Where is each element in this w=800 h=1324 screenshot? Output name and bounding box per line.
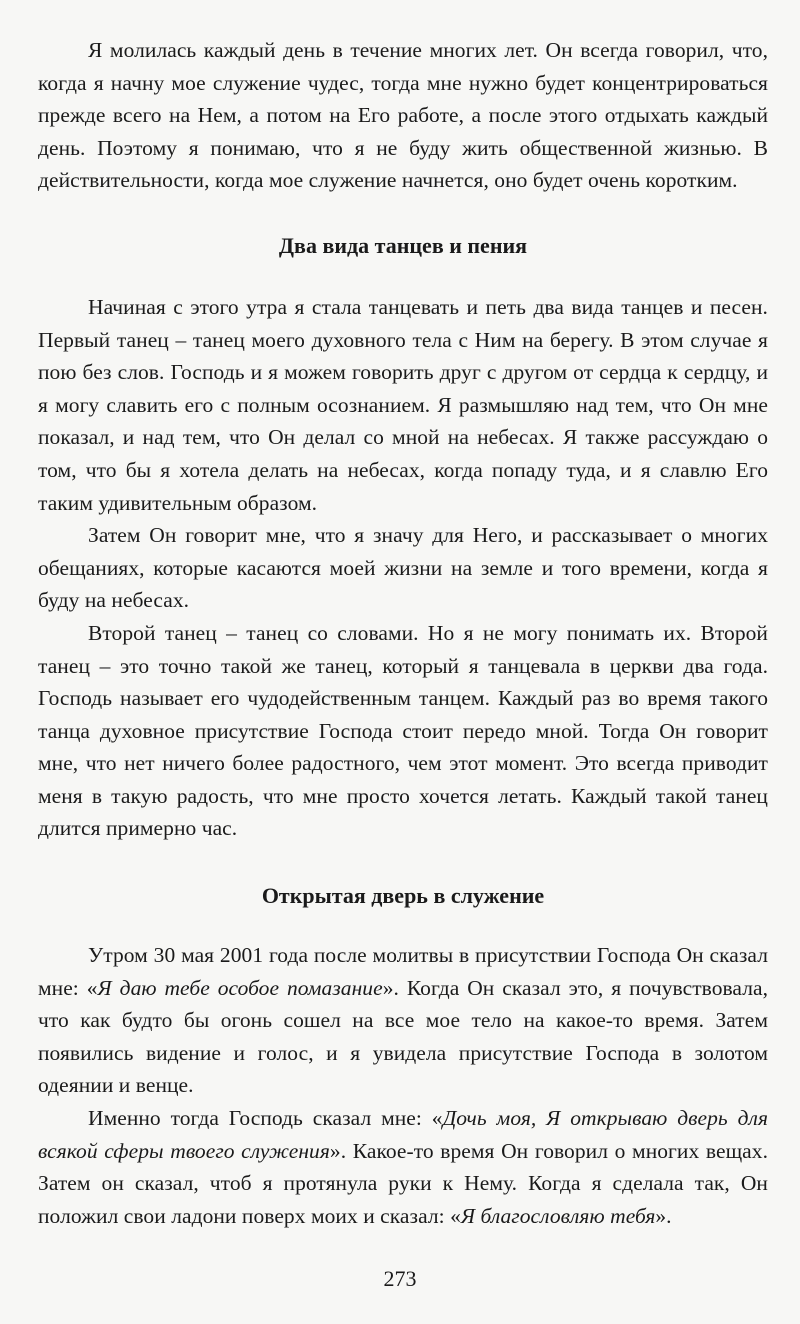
paragraph: Второй танец – танец со словами. Но я не могу понимать их. Второй танец – это точно такой же танец, который я танцевала в церкви два года. Господь называет его чудодейственным танцем. Каждый раз во время такого танца духовное присутствие Господа стоит передо мной. Тогда Он говорит мне, что нет ничего более радостного, чем этот момент. Это всегда приводит меня в такую радость, что мне просто хочется летать. Каждый такой танец длится примерно час. [38, 620, 768, 841]
paragraph-text: ». Когда Он сказал это, я почувствовала, что как будто бы огонь сошел на все мое тело на какое-то время. Затем появились видение и голос, и я увидела присутствие Господа в золотом одеянии и венце. [38, 975, 768, 1098]
paragraph-text: ». [655, 1203, 672, 1228]
paragraph: Я молилась каждый день в течение многих лет. Он всегда говорил, что, когда я начну мое служение чудес, тогда мне нужно будет концентрироваться прежде всего на Нем, а потом на Его работе, а после этого отдыхать каждый день. Поэтому я понимаю, что я не буду жить общественной жизнью. В действительности, когда мое служение начнется, оно будет очень коротким. [38, 38, 768, 193]
section-heading: Два вида танцев и пения [278, 232, 528, 258]
paragraph: Затем Он говорит мне, что я значу для Него, и рассказывает о многих обещаниях, которые касаются моей жизни на земле и того времени, когда я буду на небесах. [38, 523, 768, 613]
paragraph-text: ». Какое-то время Он говорил о многих вещах. Затем он сказал, чтоб я протянула руки к Нему. Когда я сделала так, Он положил свои ладони поверх моих и сказал: « [38, 1138, 768, 1228]
paragraph [38, 939, 768, 1102]
quote-italic: Я даю тебе особое помазание [97, 975, 383, 1000]
book-page [38, 34, 768, 1232]
paragraph-text: Именно тогда Господь сказал мне: « [88, 1106, 443, 1131]
quote-italic: Дочь моя, Я открываю дверь для всякой сферы твоего служения [38, 1106, 769, 1163]
paragraph-text: Утром 30 мая 2001 года после молитвы в присутствии Господа Он сказал мне: « [38, 943, 768, 1000]
page-number: 273 [383, 1266, 417, 1291]
paragraph [38, 1102, 768, 1232]
paragraph: Начиная с этого утра я стала танцевать и петь два вида танцев и песен. Первый танец – танец моего духовного тела с Ним на берегу. В этом случае я пою без слов. Господь и я можем говорить друг с другом от сердца к сердцу, и я могу славить его с полным осознанием. Я размышляю над тем, что Он мне показал, и над тем, что Он делал со мной на небесах. Я также рассуждаю о том, что бы я хотела делать на небесах, когда попаду туда, и я славлю Его таким удивительным образом. [38, 294, 768, 515]
quote-italic: Я благословляю тебя [460, 1203, 656, 1228]
section-heading: Открытая дверь в служение [261, 883, 545, 909]
